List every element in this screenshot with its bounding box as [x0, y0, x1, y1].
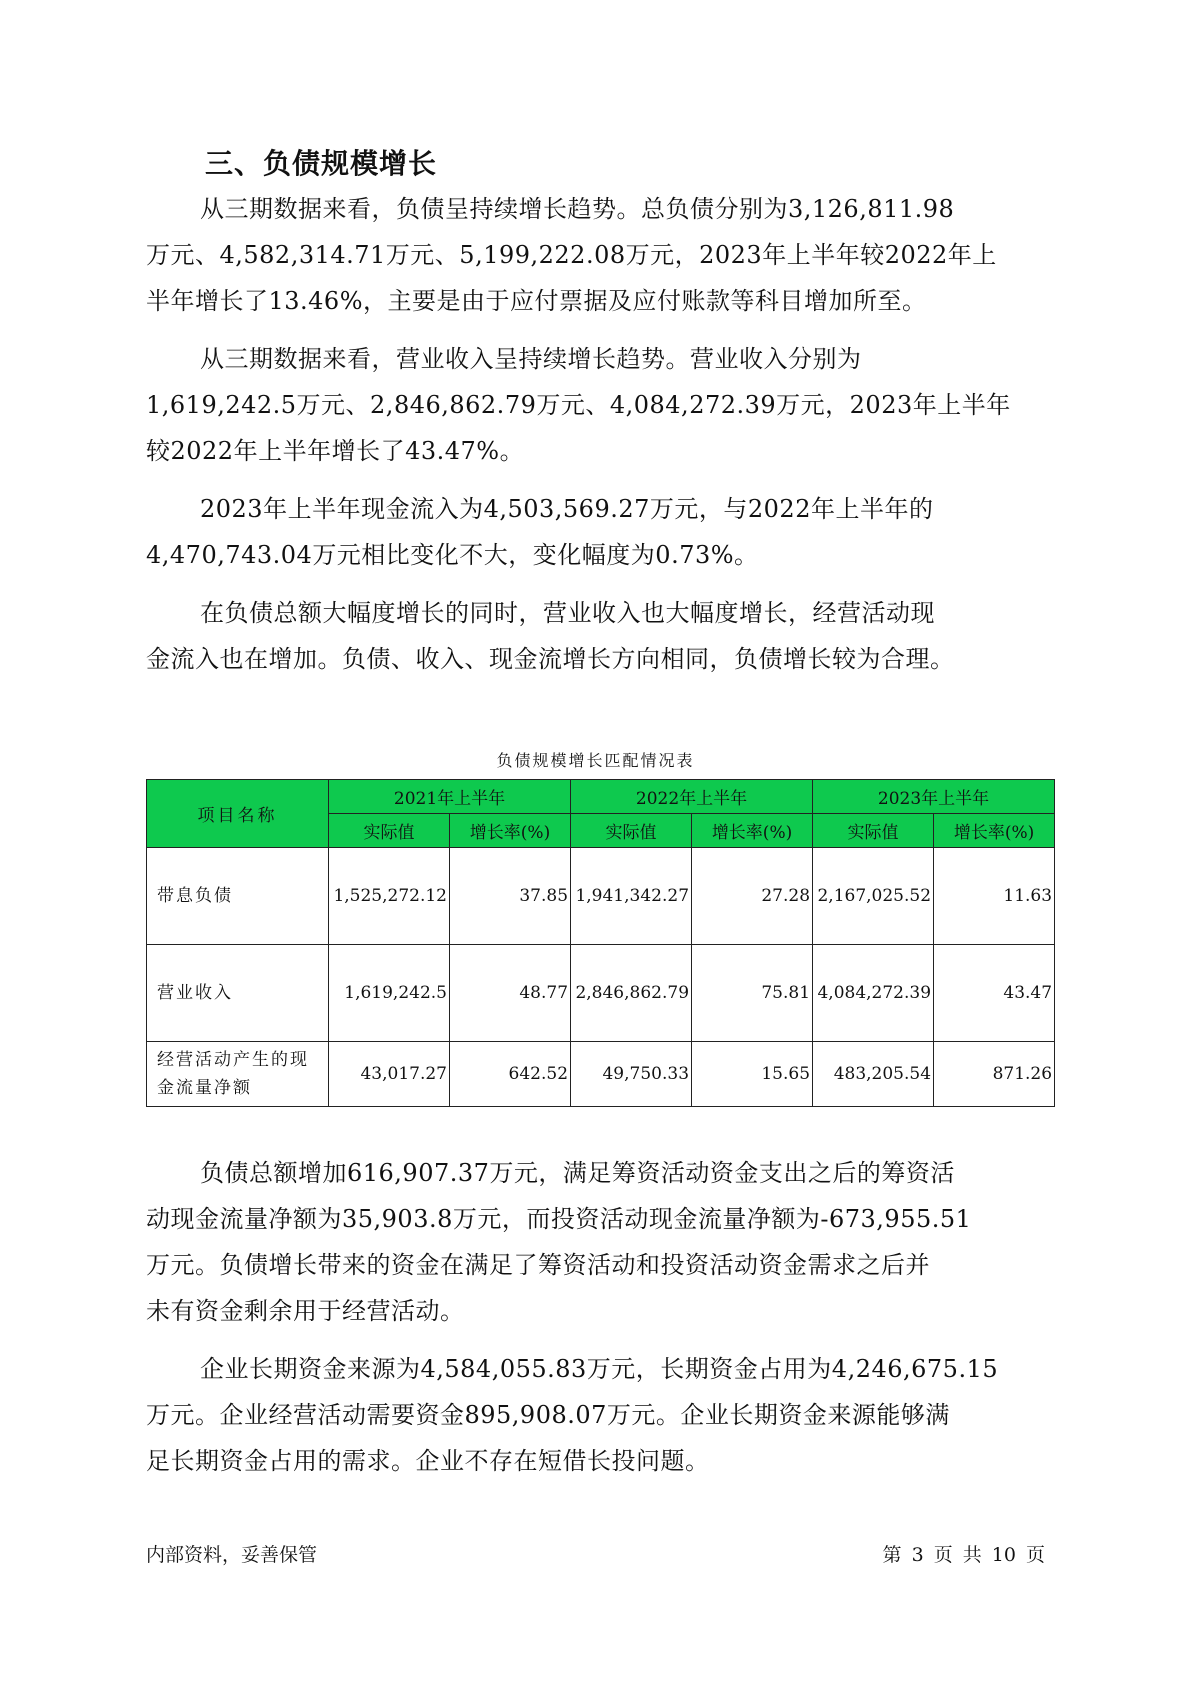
header-growth-2021: 增长率(%) — [450, 814, 571, 848]
cell-growth: 43.47 — [934, 945, 1055, 1042]
cell-growth: 37.85 — [450, 848, 571, 945]
table-row — [147, 945, 1055, 1042]
paragraph-total-liabilities: 从三期数据来看，负债呈持续增长趋势。总负债分别为3,126,811.98 万元、4,582,314.71万元、5,199,222.08万元，2023年上半年较2022年上 半年增长了13.46%，主要是由于应付票据及应付账款等科目增加所至。 — [146, 195, 997, 315]
section-heading: 三、负债规模增长 — [205, 147, 438, 180]
header-period-2023: 2023年上半年 — [813, 780, 1055, 814]
paragraph-revenue: 从三期数据来看，营业收入呈持续增长趋势。营业收入分别为 1,619,242.5万元、2,846,862.79万元、4,084,272.39万元，2023年上半年 较2022年上半年增长了43.47%。 — [146, 345, 1011, 465]
cell-actual: 4,084,272.39 — [813, 945, 934, 1042]
header-growth-2022: 增长率(%) — [692, 814, 813, 848]
cell-growth: 48.77 — [450, 945, 571, 1042]
header-actual-2023: 实际值 — [813, 814, 934, 848]
header-growth-2023: 增长率(%) — [934, 814, 1055, 848]
paragraph-long-term-funding: 企业长期资金来源为4,584,055.83万元，长期资金占用为4,246,675.15 万元。企业经营活动需要资金895,908.07万元。企业长期资金来源能够满 足长期资金占用的需求。企业不存在短借长投问题。 — [146, 1355, 999, 1475]
paragraph-financing-activities: 负债总额增加616,907.37万元，满足筹资活动资金支出之后的筹资活 动现金流量净额为35,903.8万元，而投资活动现金流量净额为-673,955.51 万元。负债增长带来的资金在满足了筹资活动和投资活动资金需求之后并 未有资金剩余用于经营活动。 — [146, 1159, 972, 1325]
cell-growth: 871.26 — [934, 1042, 1055, 1107]
row-label: 营业收入 — [147, 945, 329, 1042]
cell-actual: 2,167,025.52 — [813, 848, 934, 945]
cell-actual: 1,619,242.5 — [329, 945, 450, 1042]
header-actual-2022: 实际值 — [571, 814, 692, 848]
cell-growth: 15.65 — [692, 1042, 813, 1107]
cell-actual: 1,525,272.12 — [329, 848, 450, 945]
table-row — [147, 848, 1055, 945]
footer-page-number: 第 3 页 共 10 页 — [882, 1544, 1045, 1566]
header-period-2021: 2021年上半年 — [329, 780, 571, 814]
cell-growth: 75.81 — [692, 945, 813, 1042]
liability-growth-table — [146, 779, 1055, 1107]
cell-growth: 642.52 — [450, 1042, 571, 1107]
cell-actual: 1,941,342.27 — [571, 848, 692, 945]
cell-actual: 43,017.27 — [329, 1042, 450, 1107]
row-label: 经营活动产生的现金流量净额 — [147, 1042, 329, 1107]
cell-growth: 27.28 — [692, 848, 813, 945]
cell-actual: 49,750.33 — [571, 1042, 692, 1107]
table-row — [147, 1042, 1055, 1107]
table-caption: 负债规模增长匹配情况表 — [496, 751, 695, 770]
header-actual-2021: 实际值 — [329, 814, 450, 848]
cell-actual: 2,846,862.79 — [571, 945, 692, 1042]
cell-growth: 11.63 — [934, 848, 1055, 945]
footer-confidential-note: 内部资料，妥善保管 — [146, 1544, 318, 1566]
paragraph-growth-summary: 在负债总额大幅度增长的同时，营业收入也大幅度增长，经营活动现 金流入也在增加。负债、收入、现金流增长方向相同，负债增长较为合理。 — [146, 599, 955, 673]
paragraph-cash-inflow: 2023年上半年现金流入为4,503,569.27万元，与2022年上半年的 4,470,743.04万元相比变化不大，变化幅度为0.73%。 — [146, 495, 934, 569]
cell-actual: 483,205.54 — [813, 1042, 934, 1107]
header-item-name: 项目名称 — [147, 780, 329, 848]
row-label: 带息负债 — [147, 848, 329, 945]
header-period-2022: 2022年上半年 — [571, 780, 813, 814]
